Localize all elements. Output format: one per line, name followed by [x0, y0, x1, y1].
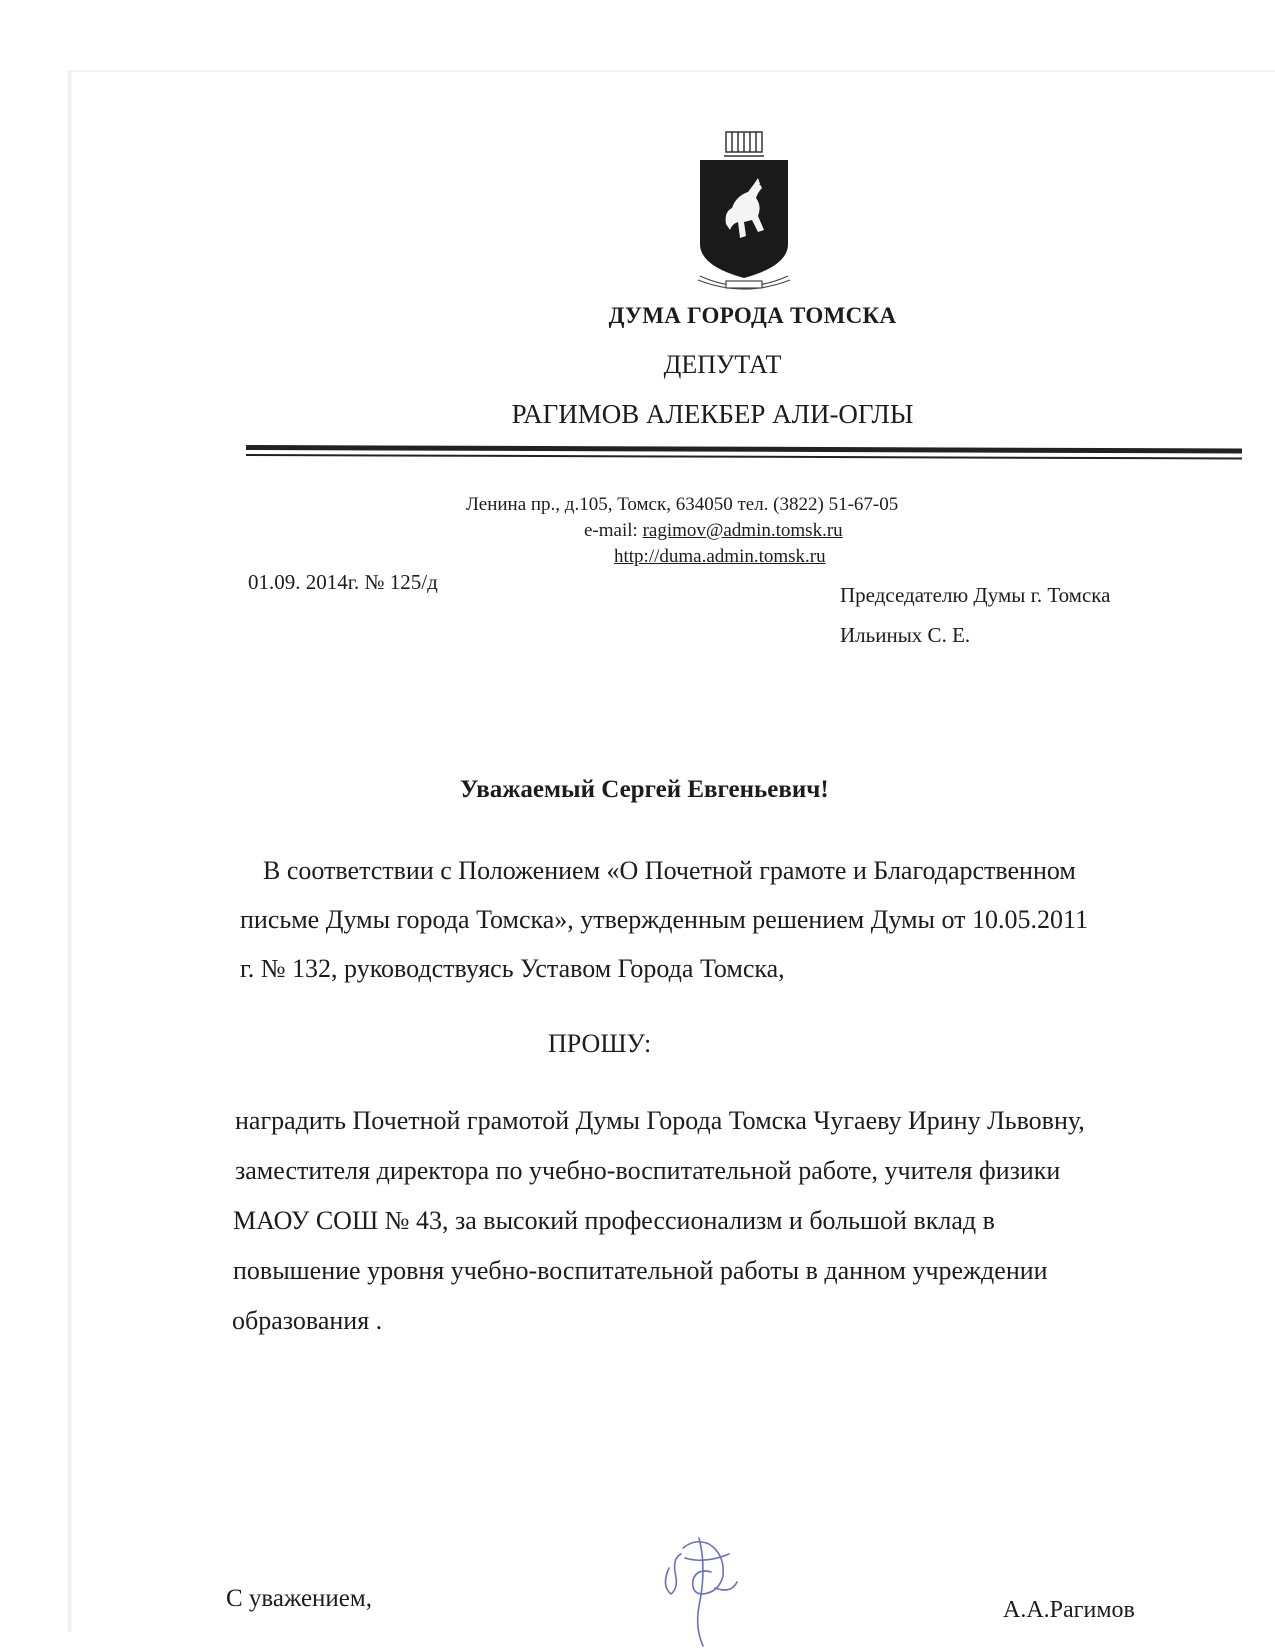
address-line: Ленина пр., д.105, Томск, 634050 тел. (3822) 51-67-05 [466, 494, 899, 515]
tomsk-coat-of-arms-icon [696, 126, 792, 294]
request-line: повышение уровня учебно-воспитательной работы в данном учреждении [233, 1256, 1048, 1285]
date-and-number: 01.09. 2014г. № 125/д [248, 570, 438, 594]
request-line: МАОУ СОШ № 43, за высокий профессионализм и большой вклад в [233, 1206, 995, 1235]
request-line: заместителя директора по учебно-воспитательной работе, учителя физики [235, 1156, 1061, 1185]
website-link[interactable]: http://duma.admin.tomsk.ru [614, 546, 826, 567]
header-rule-thick [246, 445, 1242, 453]
salutation: Уважаемый Сергей Евгеньевич! [460, 776, 829, 803]
handwritten-signature-icon [655, 1528, 755, 1650]
page-top-edge [68, 70, 1275, 72]
request-line: наградить Почетной грамотой Думы Города Томска Чугаеву Ирину Львовну, [235, 1106, 1085, 1135]
email-link[interactable]: ragimov@admin.tomsk.ru [642, 520, 843, 541]
position-title: ДЕПУТАТ [663, 350, 782, 379]
deputy-name: РАГИМОВ АЛЕКБЕР АЛИ-ОГЛЫ [511, 399, 914, 429]
closing-phrase: С уважением, [226, 1585, 372, 1612]
intro-line: В соответствии с Положением «О Почетной грамоте и Благодарственном [263, 856, 1076, 885]
intro-line: письме Думы города Томска», утвержденным решением Думы от 10.05.2011 [240, 905, 1089, 934]
addressee-title: Председателю Думы г. Томска [840, 583, 1111, 607]
addressee-name: Ильиных С. Е. [840, 623, 971, 647]
page-left-edge [68, 72, 72, 1632]
email-line [584, 520, 843, 542]
request-heading: ПРОШУ: [548, 1029, 652, 1058]
email-label: e-mail: [584, 520, 643, 541]
header-rule-thin [246, 454, 1242, 459]
intro-line: г. № 132, руководствуясь Уставом Города Томска, [240, 954, 785, 983]
request-line: образования . [232, 1306, 383, 1335]
signer-name: А.А.Рагимов [1003, 1597, 1135, 1623]
organization-title: ДУМА ГОРОДА ТОМСКА [608, 303, 897, 328]
